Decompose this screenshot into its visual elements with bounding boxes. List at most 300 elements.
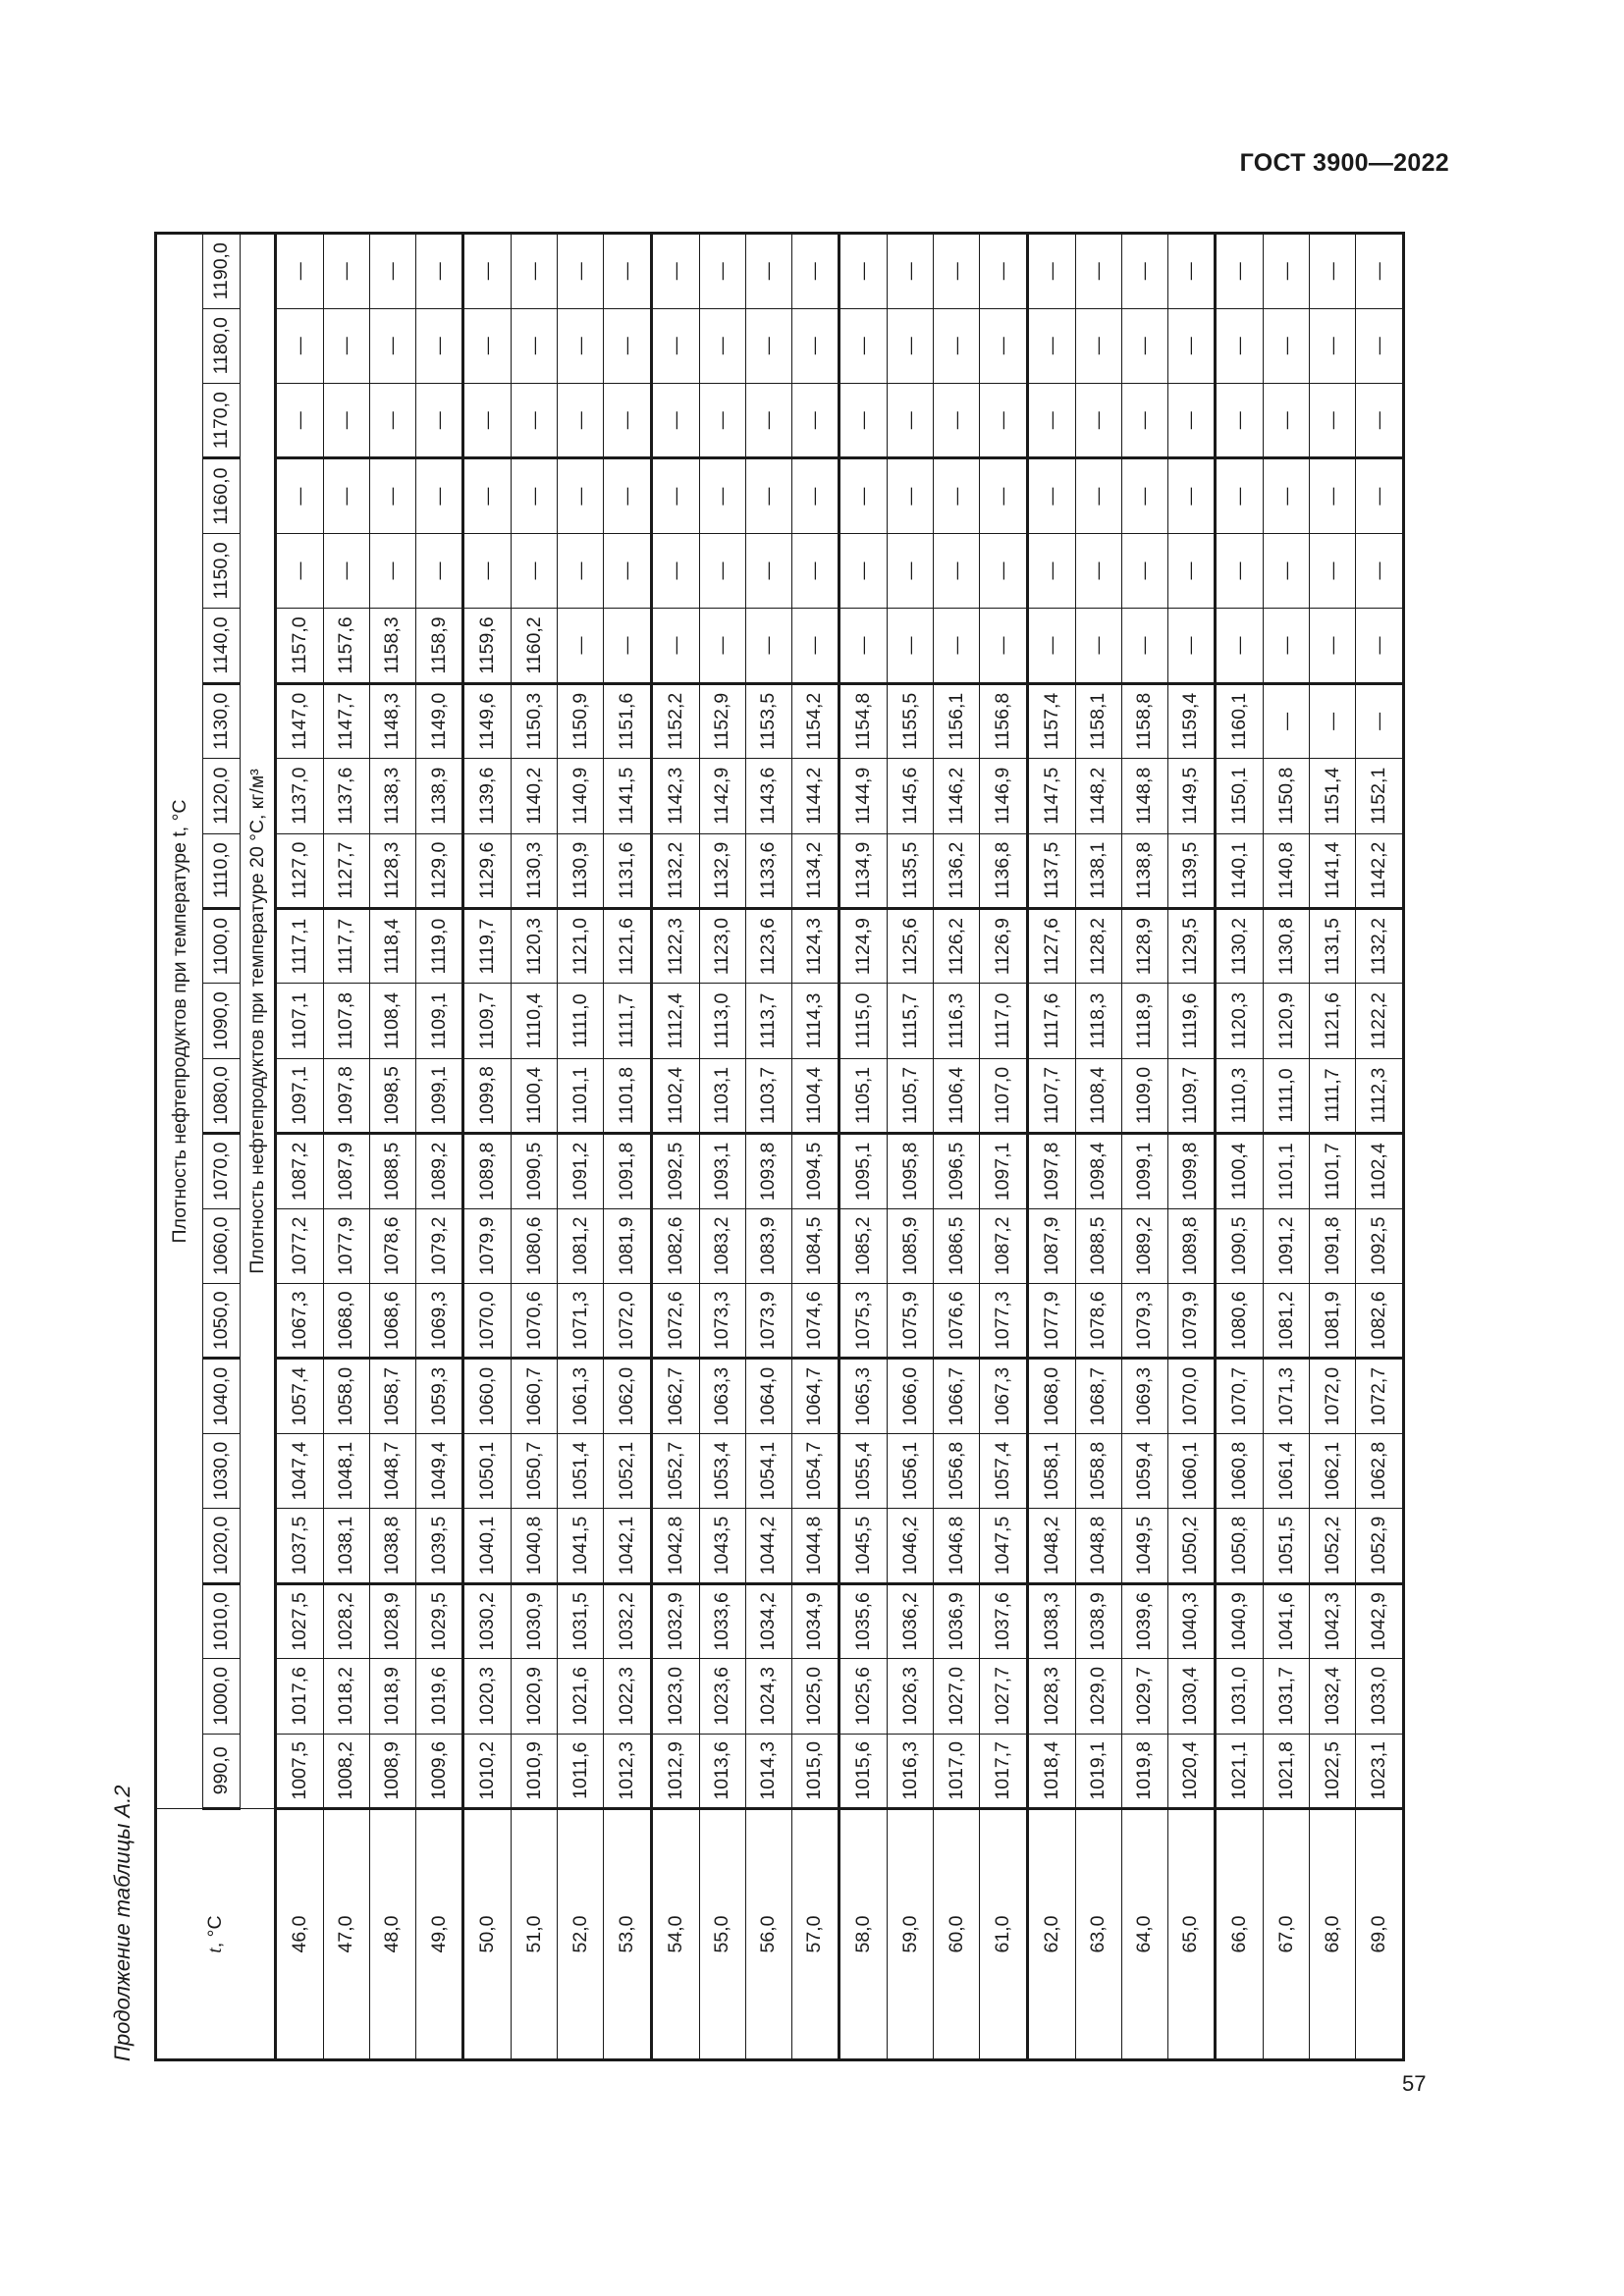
density-cell: 1062,7 (651, 1359, 699, 1433)
density-cell: — (1167, 234, 1216, 309)
density-cell: 1147,5 (1027, 759, 1075, 833)
density-cell: 1122,2 (1355, 984, 1403, 1058)
density-cell: 1011,6 (558, 1734, 604, 1808)
density-cell: — (323, 383, 369, 457)
density-cell: 1156,8 (980, 683, 1028, 758)
density-cell: — (791, 609, 839, 683)
column-header: 1020,0 (203, 1509, 241, 1583)
density-cell: 1070,0 (1167, 1359, 1216, 1433)
density-cell: 1020,9 (512, 1659, 558, 1734)
density-cell: 1058,8 (1075, 1433, 1121, 1508)
density-cell: 1059,4 (1121, 1433, 1167, 1508)
density-cell: — (604, 458, 652, 533)
density-cell: 1064,7 (791, 1359, 839, 1433)
density-cell: 1064,0 (745, 1359, 791, 1433)
density-cell: 1140,1 (1216, 833, 1264, 908)
density-cell: 1112,3 (1355, 1058, 1403, 1133)
density-cell: — (1075, 533, 1121, 608)
density-cell: 1089,8 (463, 1134, 512, 1208)
density-cell: 1136,8 (980, 833, 1028, 908)
density-cell: 1103,1 (699, 1058, 745, 1133)
density-cell: 1118,4 (369, 908, 415, 983)
table-row (839, 234, 888, 2060)
density-cell: — (323, 234, 369, 309)
density-cell: 1083,9 (745, 1208, 791, 1283)
density-cell: 1155,5 (888, 683, 934, 758)
density-cell: 1113,0 (699, 984, 745, 1058)
density-cell: — (1355, 308, 1403, 383)
density-cell: 1054,7 (791, 1433, 839, 1508)
density-cell: 1154,2 (791, 683, 839, 758)
density-cell: 1104,4 (791, 1058, 839, 1133)
density-cell: 1039,5 (415, 1509, 463, 1583)
density-cell: 1152,2 (651, 683, 699, 758)
density-cell: 1097,8 (1027, 1134, 1075, 1208)
density-cell: 1009,6 (415, 1734, 463, 1808)
density-cell: — (1216, 308, 1264, 383)
density-cell: 1060,8 (1216, 1433, 1264, 1508)
density-cell: 1159,4 (1167, 683, 1216, 758)
density-cell: 1034,2 (745, 1583, 791, 1658)
density-cell: 1058,0 (323, 1359, 369, 1433)
density-cell: — (415, 458, 463, 533)
density-cell: 1056,8 (934, 1433, 980, 1508)
column-header: 1180,0 (203, 308, 241, 383)
density-cell: — (1310, 609, 1356, 683)
density-cell: 1091,2 (558, 1134, 604, 1208)
density-cell: 1080,6 (512, 1208, 558, 1283)
density-cell: — (839, 533, 888, 608)
density-cell: 1156,1 (934, 683, 980, 758)
density-cell: 1134,2 (791, 833, 839, 908)
density-cell: — (604, 609, 652, 683)
density-cell: — (980, 609, 1028, 683)
density-cell: 1063,3 (699, 1359, 745, 1433)
column-header: 1100,0 (203, 908, 241, 983)
density-cell: 1158,3 (369, 609, 415, 683)
temperature-cell: 65,0 (1167, 1809, 1216, 2060)
density-cell: 1062,0 (604, 1359, 652, 1433)
density-cell: 1032,9 (651, 1583, 699, 1658)
temperature-cell: 49,0 (415, 1809, 463, 2060)
density-cell: 1075,3 (839, 1284, 888, 1359)
density-cell: 1050,1 (463, 1433, 512, 1508)
density-cell: — (1121, 533, 1167, 608)
density-cell: — (839, 609, 888, 683)
density-cell: 1111,0 (558, 984, 604, 1058)
density-cell: 1031,0 (1216, 1659, 1264, 1734)
density-cell: — (463, 533, 512, 608)
density-cell: — (651, 533, 699, 608)
density-cell: 1097,1 (276, 1058, 324, 1133)
density-cell: — (369, 308, 415, 383)
density-cell: 1038,9 (1075, 1583, 1121, 1658)
density-cell: 1121,6 (604, 908, 652, 983)
density-cell: 1048,8 (1075, 1509, 1121, 1583)
density-cell: 1069,3 (415, 1284, 463, 1359)
density-cell: — (604, 234, 652, 309)
table-row (699, 234, 745, 2060)
density-cell: 1158,9 (415, 609, 463, 683)
density-cell: 1140,2 (512, 759, 558, 833)
density-cell: 1117,6 (1027, 984, 1075, 1058)
density-cell: — (888, 609, 934, 683)
density-cell: 1107,8 (323, 984, 369, 1058)
density-cell: 1099,8 (463, 1058, 512, 1133)
density-cell: — (276, 234, 324, 309)
density-cell: — (888, 458, 934, 533)
density-cell: 1101,7 (1310, 1134, 1356, 1208)
density-cell: 1088,5 (1075, 1208, 1121, 1283)
temperature-cell: 46,0 (276, 1809, 324, 2060)
density-cell: — (323, 458, 369, 533)
density-cell: 1022,5 (1310, 1734, 1356, 1808)
density-cell: — (1167, 383, 1216, 457)
density-cell: 1119,7 (463, 908, 512, 983)
column-header: 1140,0 (203, 609, 241, 683)
density-cell: 1086,5 (934, 1208, 980, 1283)
column-header-row (203, 234, 241, 2060)
rotated-table-container (154, 232, 1405, 2061)
density-cell: 1130,8 (1264, 908, 1310, 983)
density-cell: — (558, 234, 604, 309)
density-cell: 1071,3 (1264, 1359, 1310, 1433)
density-cell: 1131,5 (1310, 908, 1356, 983)
density-cell: 1043,5 (699, 1509, 745, 1583)
density-cell: 1056,1 (888, 1433, 934, 1508)
density-cell: 1129,5 (1167, 908, 1216, 983)
density-cell: 1049,5 (1121, 1509, 1167, 1583)
density-cell: 1019,6 (415, 1659, 463, 1734)
density-cell: 1117,0 (980, 984, 1028, 1058)
density-cell: — (745, 234, 791, 309)
density-cell: 1081,2 (1264, 1284, 1310, 1359)
density-cell: 1065,3 (839, 1359, 888, 1433)
density-cell: 1106,4 (934, 1058, 980, 1133)
density-cell: 1099,1 (415, 1058, 463, 1133)
density-cell: 1034,9 (791, 1583, 839, 1658)
density-cell: 1061,4 (1264, 1433, 1310, 1508)
density-cell: 1121,0 (558, 908, 604, 983)
density-cell: — (276, 308, 324, 383)
density-cell: 1017,7 (980, 1734, 1028, 1808)
density-cell: — (699, 533, 745, 608)
density-cell: 1121,6 (1310, 984, 1356, 1058)
density-cell: — (558, 308, 604, 383)
page-number: 57 (1402, 2071, 1427, 2096)
column-header: 1190,0 (203, 234, 241, 309)
table-body (276, 234, 1404, 2060)
density-cell: 1021,1 (1216, 1734, 1264, 1808)
density-cell: — (980, 308, 1028, 383)
density-cell: 1025,0 (791, 1659, 839, 1734)
density-cell: 1038,8 (369, 1509, 415, 1583)
table-row (745, 234, 791, 2060)
density-cell: 1138,9 (415, 759, 463, 833)
density-cell: — (1355, 383, 1403, 457)
density-cell: — (604, 533, 652, 608)
density-cell: — (1355, 683, 1403, 758)
density-cell: 1091,8 (604, 1134, 652, 1208)
density-cell: — (791, 234, 839, 309)
temperature-cell: 59,0 (888, 1809, 934, 2060)
density-cell: 1120,9 (1264, 984, 1310, 1058)
density-cell: 1055,4 (839, 1433, 888, 1508)
table-row (512, 234, 558, 2060)
density-cell: — (1310, 458, 1356, 533)
column-header: 1010,0 (203, 1583, 241, 1658)
density-cell: 1027,5 (276, 1583, 324, 1658)
density-cell: 1066,0 (888, 1359, 934, 1433)
density-cell: 1093,1 (699, 1134, 745, 1208)
column-header: 1130,0 (203, 683, 241, 758)
density-cell: — (651, 609, 699, 683)
density-cell: 1082,6 (651, 1208, 699, 1283)
density-cell: — (512, 234, 558, 309)
density-cell: 1050,7 (512, 1433, 558, 1508)
density-cell: 1119,0 (415, 908, 463, 983)
density-cell: — (415, 533, 463, 608)
density-cell: 1150,8 (1264, 759, 1310, 833)
density-cell: 1067,3 (980, 1359, 1028, 1433)
density-cell: — (415, 383, 463, 457)
density-cell: — (463, 458, 512, 533)
density-cell: — (1310, 308, 1356, 383)
density-cell: 1108,4 (1075, 1058, 1121, 1133)
table-row (1121, 234, 1167, 2060)
density-cell: — (888, 533, 934, 608)
density-cell: — (1167, 533, 1216, 608)
density-cell: 1089,2 (415, 1134, 463, 1208)
density-cell: 1070,0 (463, 1284, 512, 1359)
density-cell: 1029,7 (1121, 1659, 1167, 1734)
density-cell: 1101,1 (1264, 1134, 1310, 1208)
density-cell: 1152,1 (1355, 759, 1403, 833)
density-cell: 1079,9 (463, 1208, 512, 1283)
density-cell: — (369, 533, 415, 608)
density-cell: 1071,3 (558, 1284, 604, 1359)
density-cell: — (651, 234, 699, 309)
density-cell: 1124,3 (791, 908, 839, 983)
density-cell: 1113,7 (745, 984, 791, 1058)
table-row (415, 234, 463, 2060)
table-row (1216, 234, 1264, 2060)
density-cell: — (1167, 609, 1216, 683)
density-cell: — (1167, 308, 1216, 383)
column-header: 1080,0 (203, 1058, 241, 1133)
temperature-cell: 58,0 (839, 1809, 888, 2060)
density-cell: 1142,2 (1355, 833, 1403, 908)
density-cell: — (463, 234, 512, 309)
density-cell: 1072,0 (1310, 1359, 1356, 1433)
density-table (154, 232, 1405, 2061)
density-cell: 1026,3 (888, 1659, 934, 1734)
table-row (791, 234, 839, 2060)
density-cell: 1160,2 (512, 609, 558, 683)
density-cell: 1095,1 (839, 1134, 888, 1208)
temperature-cell: 56,0 (745, 1809, 791, 2060)
group-header: Плотность нефтепродуктов при температуре t, °С (156, 234, 203, 1809)
standard-designation: ГОСТ 3900—2022 (1239, 149, 1449, 177)
density-cell: 1021,8 (1264, 1734, 1310, 1808)
density-cell: 1062,1 (1310, 1433, 1356, 1508)
density-cell: 1138,1 (1075, 833, 1121, 908)
density-cell: 1101,8 (604, 1058, 652, 1133)
density-cell: 1126,2 (934, 908, 980, 983)
density-cell: 1100,4 (512, 1058, 558, 1133)
density-cell: 1157,6 (323, 609, 369, 683)
density-cell: 1130,9 (558, 833, 604, 908)
density-cell: — (934, 458, 980, 533)
density-cell: 1080,6 (1216, 1284, 1264, 1359)
density-cell: 1089,2 (1121, 1208, 1167, 1283)
table-row (1167, 234, 1216, 2060)
density-cell: 1042,9 (1355, 1583, 1403, 1658)
density-cell: — (791, 383, 839, 457)
density-cell: 1035,6 (839, 1583, 888, 1658)
column-header: 1160,0 (203, 458, 241, 533)
density-cell: — (1027, 234, 1075, 309)
density-cell: — (1355, 234, 1403, 309)
density-cell: 1037,6 (980, 1583, 1028, 1658)
density-cell: 1019,8 (1121, 1734, 1167, 1808)
density-cell: — (463, 383, 512, 457)
table-row (558, 234, 604, 2060)
density-cell: 1060,0 (463, 1359, 512, 1433)
density-cell: — (558, 383, 604, 457)
density-cell: — (1075, 458, 1121, 533)
density-cell: — (512, 308, 558, 383)
density-cell: — (1355, 458, 1403, 533)
density-cell: 1158,8 (1121, 683, 1167, 758)
density-cell: 1133,6 (745, 833, 791, 908)
density-cell: 1048,7 (369, 1433, 415, 1508)
density-cell: 1131,6 (604, 833, 652, 908)
density-cell: 1054,1 (745, 1433, 791, 1508)
density-cell: 1157,4 (1027, 683, 1075, 758)
density-cell: — (512, 458, 558, 533)
temperature-cell: 66,0 (1216, 1809, 1264, 2060)
density-cell: — (934, 609, 980, 683)
density-cell: 1139,6 (463, 759, 512, 833)
density-cell: 1031,5 (558, 1583, 604, 1658)
density-cell: 1152,9 (699, 683, 745, 758)
density-cell: — (888, 234, 934, 309)
table-row (651, 234, 699, 2060)
table-row (1027, 234, 1075, 2060)
density-cell: 1066,7 (934, 1359, 980, 1433)
density-cell: 1087,2 (980, 1208, 1028, 1283)
density-cell: 1070,6 (512, 1284, 558, 1359)
density-cell: 1127,7 (323, 833, 369, 908)
density-cell: 1151,6 (604, 683, 652, 758)
density-cell: 1109,7 (463, 984, 512, 1058)
density-cell: — (1264, 308, 1310, 383)
density-cell: 1045,5 (839, 1509, 888, 1583)
density-cell: 1097,8 (323, 1058, 369, 1133)
column-header: 1030,0 (203, 1433, 241, 1508)
density-cell: 1010,9 (512, 1734, 558, 1808)
temperature-cell: 57,0 (791, 1809, 839, 2060)
density-cell: 1107,0 (980, 1058, 1028, 1133)
density-cell: — (1216, 458, 1264, 533)
density-cell: — (463, 308, 512, 383)
density-cell: 1096,5 (934, 1134, 980, 1208)
density-cell: 1078,6 (1075, 1284, 1121, 1359)
density-cell: 1073,9 (745, 1284, 791, 1359)
temperature-cell: 63,0 (1075, 1809, 1121, 2060)
density-cell: 1149,0 (415, 683, 463, 758)
density-cell: 1148,2 (1075, 759, 1121, 833)
table-row (1355, 234, 1403, 2060)
density-cell: 1047,5 (980, 1509, 1028, 1583)
density-cell: 1072,0 (604, 1284, 652, 1359)
density-cell: 1047,4 (276, 1433, 324, 1508)
density-cell: 1020,3 (463, 1659, 512, 1734)
density-cell: 1038,3 (1027, 1583, 1075, 1658)
density-cell: 1072,7 (1355, 1359, 1403, 1433)
density-cell: 1147,0 (276, 683, 324, 758)
density-cell: 1103,7 (745, 1058, 791, 1133)
density-cell: 1023,1 (1355, 1734, 1403, 1808)
density-cell: 1107,7 (1027, 1058, 1075, 1133)
column-header: 1000,0 (203, 1659, 241, 1734)
density-cell: 1137,6 (323, 759, 369, 833)
density-cell: 1120,3 (512, 908, 558, 983)
density-cell: 1032,2 (604, 1583, 652, 1658)
density-cell: 1142,3 (651, 759, 699, 833)
density-cell: — (1355, 609, 1403, 683)
density-cell: 1123,0 (699, 908, 745, 983)
density-cell: 1141,5 (604, 759, 652, 833)
density-cell: 1040,9 (1216, 1583, 1264, 1658)
table-row (1310, 234, 1356, 2060)
density-cell: — (1355, 533, 1403, 608)
density-cell: 1128,9 (1121, 908, 1167, 983)
density-cell: 1025,6 (839, 1659, 888, 1734)
density-cell: 1032,4 (1310, 1659, 1356, 1734)
temperature-cell: 61,0 (980, 1809, 1028, 2060)
density-cell: 1030,2 (463, 1583, 512, 1658)
density-cell: 1046,2 (888, 1509, 934, 1583)
density-cell: 1114,3 (791, 984, 839, 1058)
density-cell: 1042,8 (651, 1509, 699, 1583)
density-cell: 1052,1 (604, 1433, 652, 1508)
density-cell: — (980, 458, 1028, 533)
density-cell: 1042,3 (1310, 1583, 1356, 1658)
density-cell: 1117,1 (276, 908, 324, 983)
density-cell: — (980, 234, 1028, 309)
density-cell: 1028,2 (323, 1583, 369, 1658)
temperature-cell: 62,0 (1027, 1809, 1075, 2060)
table-row (934, 234, 980, 2060)
density-cell: 1042,1 (604, 1509, 652, 1583)
column-header: 990,0 (203, 1734, 241, 1808)
density-cell: — (791, 533, 839, 608)
density-cell: 1015,6 (839, 1734, 888, 1808)
density-cell: 1030,4 (1167, 1659, 1216, 1734)
density-cell: — (415, 234, 463, 309)
column-header: 1060,0 (203, 1208, 241, 1283)
density-cell: — (1121, 383, 1167, 457)
temperature-cell: 54,0 (651, 1809, 699, 2060)
density-cell: — (839, 234, 888, 309)
table-row (369, 234, 415, 2060)
density-cell: 1148,3 (369, 683, 415, 758)
density-cell: 1048,2 (1027, 1509, 1075, 1583)
density-cell: 1132,2 (651, 833, 699, 908)
density-cell: — (1075, 234, 1121, 309)
